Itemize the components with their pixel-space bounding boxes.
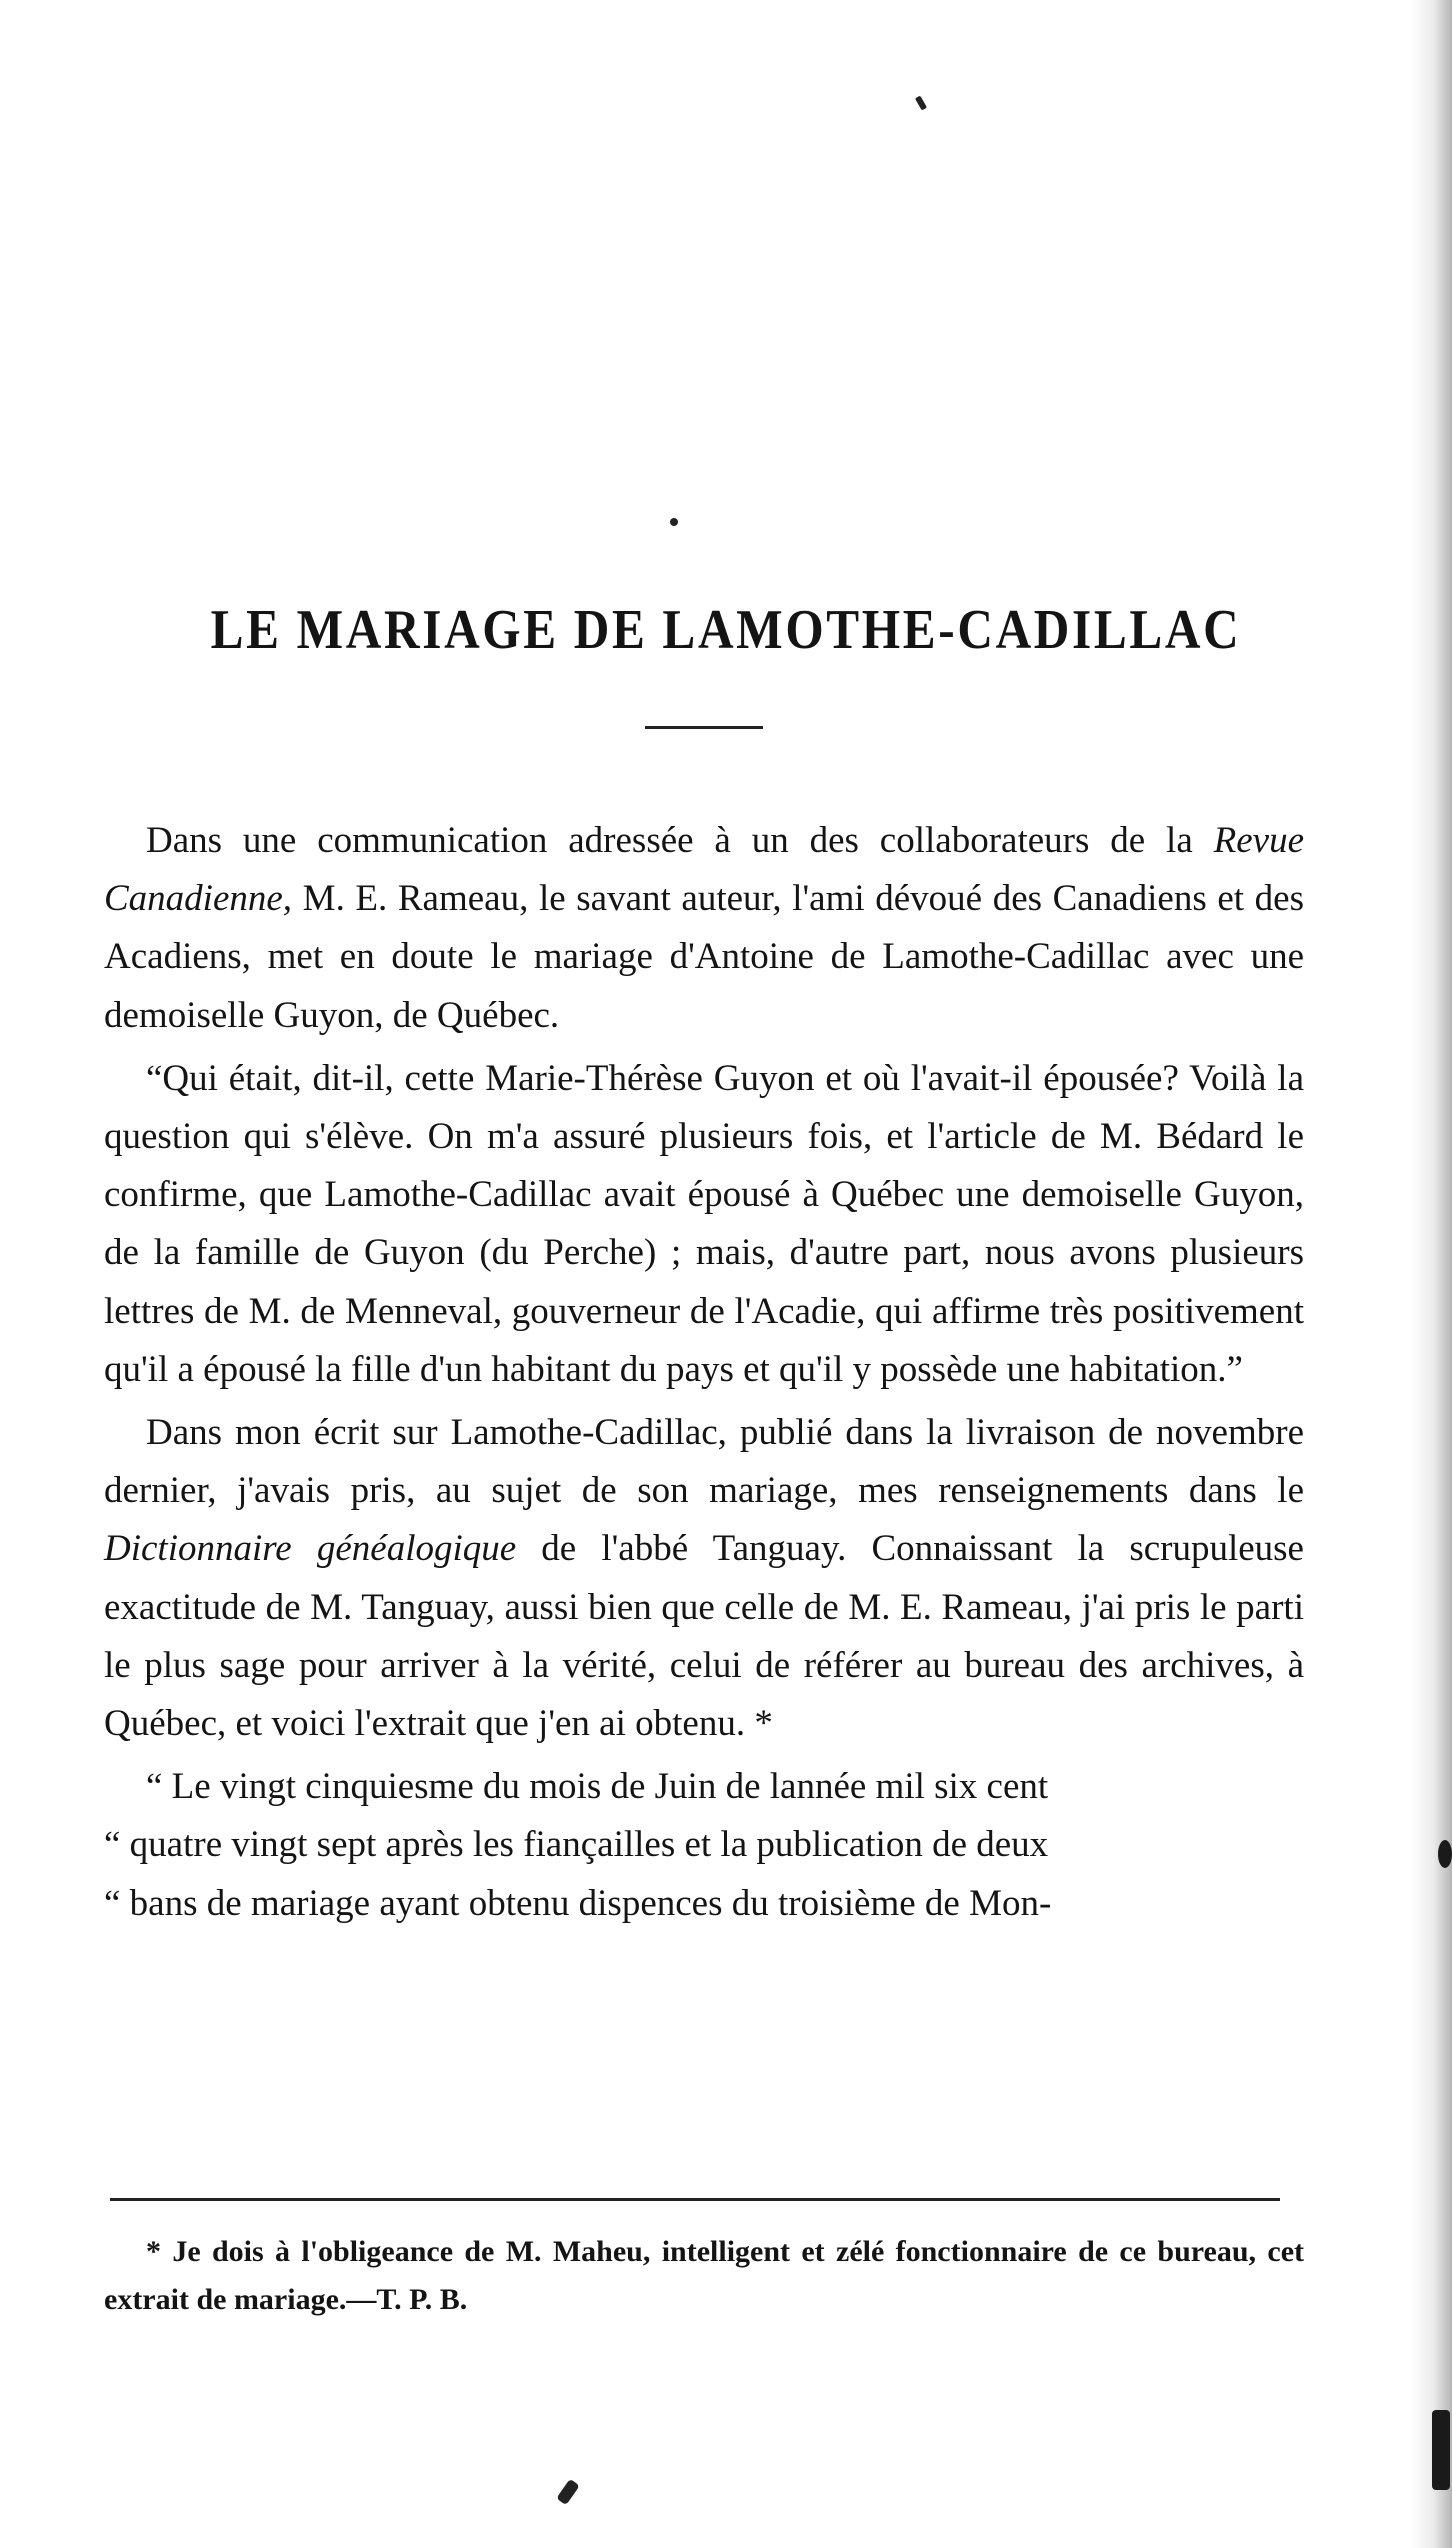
quote-line: “ Le vingt cinquiesme du mois de Juin de lannée mil six cent xyxy=(146,1766,1049,1808)
paragraph-1-text-a: Dans une communication adressée à un des collaborateurs de la xyxy=(146,820,1214,861)
page-title: LE MARIAGE DE LAMOTHE-CADILLAC xyxy=(210,598,1242,661)
journal-title: Revue Canadienne, xyxy=(104,820,1304,920)
paragraph-3 xyxy=(104,1404,1304,1753)
ink-speck xyxy=(915,95,927,110)
footnote-text: * Je dois à l'obligeance de M. Maheu, intelligent et zélé fonctionnaire de ce bureau, cet extrait de mariage.—T. P. B. xyxy=(104,2235,1304,2316)
ink-speck xyxy=(670,518,678,526)
paragraph-1-text-b: M. E. Rameau, le savant auteur, l'ami dévoué des Canadiens et des Acadiens, met en doute le mariage d'Antoine de Lamothe-Cadillac avec une demoiselle Guyon, de Québec. xyxy=(104,878,1304,1036)
article-body xyxy=(104,812,1304,1933)
paragraph-2: “Qui était, dit-il, cette Marie-Thérèse Guyon et où l'avait-il épousée? Voilà la question qui s'élève. On m'a assuré plusieurs fois, et l'article de M. Bédard le confirme, que Lamothe-Cadillac avait épousé à Québec une demoiselle Guyon, de la famille de Guyon (du Perche) ; mais, d'autre part, nous avons plusieurs lettres de M. de Menneval, gouverneur de l'Acadie, qui affirme très positivement qu'il a épousé la fille d'un habitant du pays et qu'il y possède une habitation.” xyxy=(104,1057,1304,1390)
footnote-divider xyxy=(110,2198,1280,2201)
quote-line: “ quatre vingt sept après les fiançailles et la publication de deux xyxy=(104,1824,1049,1866)
title-divider xyxy=(645,726,763,729)
paragraph-4-quote xyxy=(104,1758,1304,1933)
paragraph-3-text-b: de l'abbé Tanguay. Connaissant la scrupuleuse exactitude de M. Tanguay, aussi bien que celle de M. E. Rameau, j'ai pris le parti le plus sage pour arriver à la vérité, celui de référer au bureau des archives, à Québec, et voici l'extrait que j'en ai obtenu. * xyxy=(104,1528,1304,1745)
ink-speck xyxy=(556,2479,580,2506)
dictionary-title: Dictionnaire généalogique xyxy=(104,1528,517,1570)
edge-mark xyxy=(1432,2410,1450,2490)
quote-line: “ bans de mariage ayant obtenu dispences du troisième de Mon- xyxy=(104,1882,1052,1924)
paragraph-1 xyxy=(104,812,1304,1045)
edge-mark xyxy=(1438,1840,1452,1868)
page-edge-shadow xyxy=(1410,0,1452,2548)
footnote xyxy=(104,2228,1304,2324)
paragraph-3-text-a: Dans mon écrit sur Lamothe-Cadillac, publié dans la livraison de novembre dernier, j'avais pris, au sujet de son mariage, mes renseignements dans le xyxy=(104,1412,1304,1512)
